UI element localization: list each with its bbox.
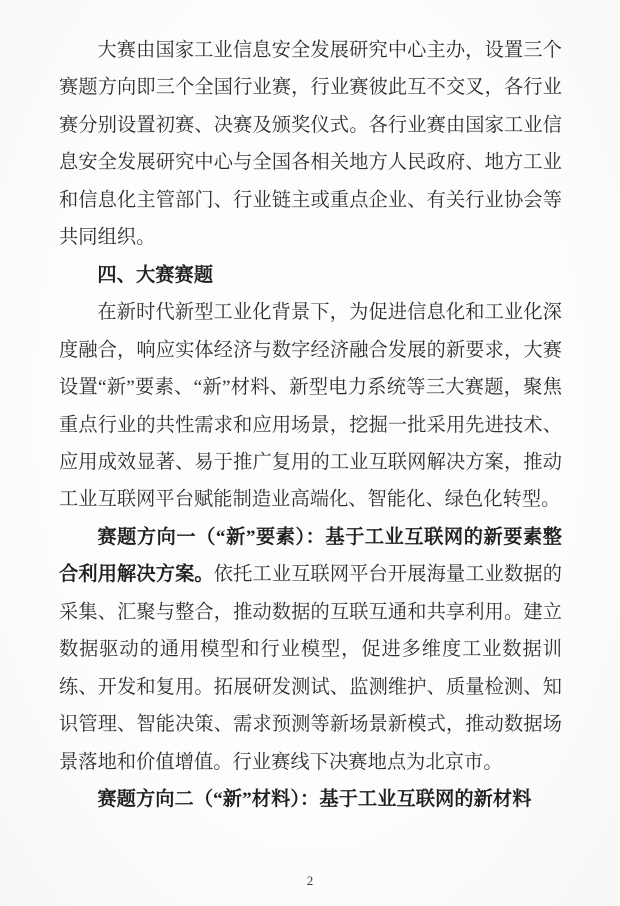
paragraph-topic1 [59, 519, 562, 781]
document-text-block [59, 32, 562, 819]
paragraph-background-text: 在新时代新型工业化背景下，为促进信息化和工业化深度融合，响应实体经济与数字经济融合发展的新要求，大赛设置“新”要素、“新”材料、新型电力系统等三大赛题，聚焦重点行业的共性需求和应用场景，挖掘一批采用先进技术、应用成效显著、易于推广复用的工业互联网解决方案，推动工业互联网平台赋能制造业高端化、智能化、绿色化转型。 [59, 302, 562, 511]
paragraph-organizer [59, 32, 562, 257]
page-number: 2 [306, 873, 314, 888]
topic1-body-text: 依托工业互联网平台开展海量工业数据的采集、汇聚与整合，推动数据的互联互通和共享利用。建立数据驱动的通用模型和行业模型，促进多维度工业数据训练、开发和复用。拓展研发测试、监测维护、质量检测、知识管理、智能决策、需求预测等新场景新模式，推动数据场景落地和价值增值。行业赛线下决赛地点为北京市。 [59, 564, 562, 773]
topic1-lead-text: 赛题方向一（“新”要素）：基于工业互联网的新要素整合利用解决方案。 [59, 526, 562, 586]
page-footer [0, 872, 620, 890]
paragraph-topic2-lead [59, 781, 562, 818]
topic2-lead-text: 赛题方向二（“新”材料）：基于工业互联网的新材料 [97, 789, 532, 811]
paragraph-organizer-text: 大赛由国家工业信息安全发展研究中心主办，设置三个赛题方向即三个全国行业赛，行业赛彼此互不交叉，各行业赛分别设置初赛、决赛及颁奖仪式。各行业赛由国家工业信息安全发展研究中心与全国各相关地方人民政府、地方工业和信息化主管部门、行业链主或重点企业、有关行业协会等共同组织。 [59, 40, 562, 249]
paragraph-background [59, 294, 562, 519]
section-heading-4 [59, 257, 562, 294]
section-heading-4-text: 四、大赛赛题 [97, 264, 214, 286]
